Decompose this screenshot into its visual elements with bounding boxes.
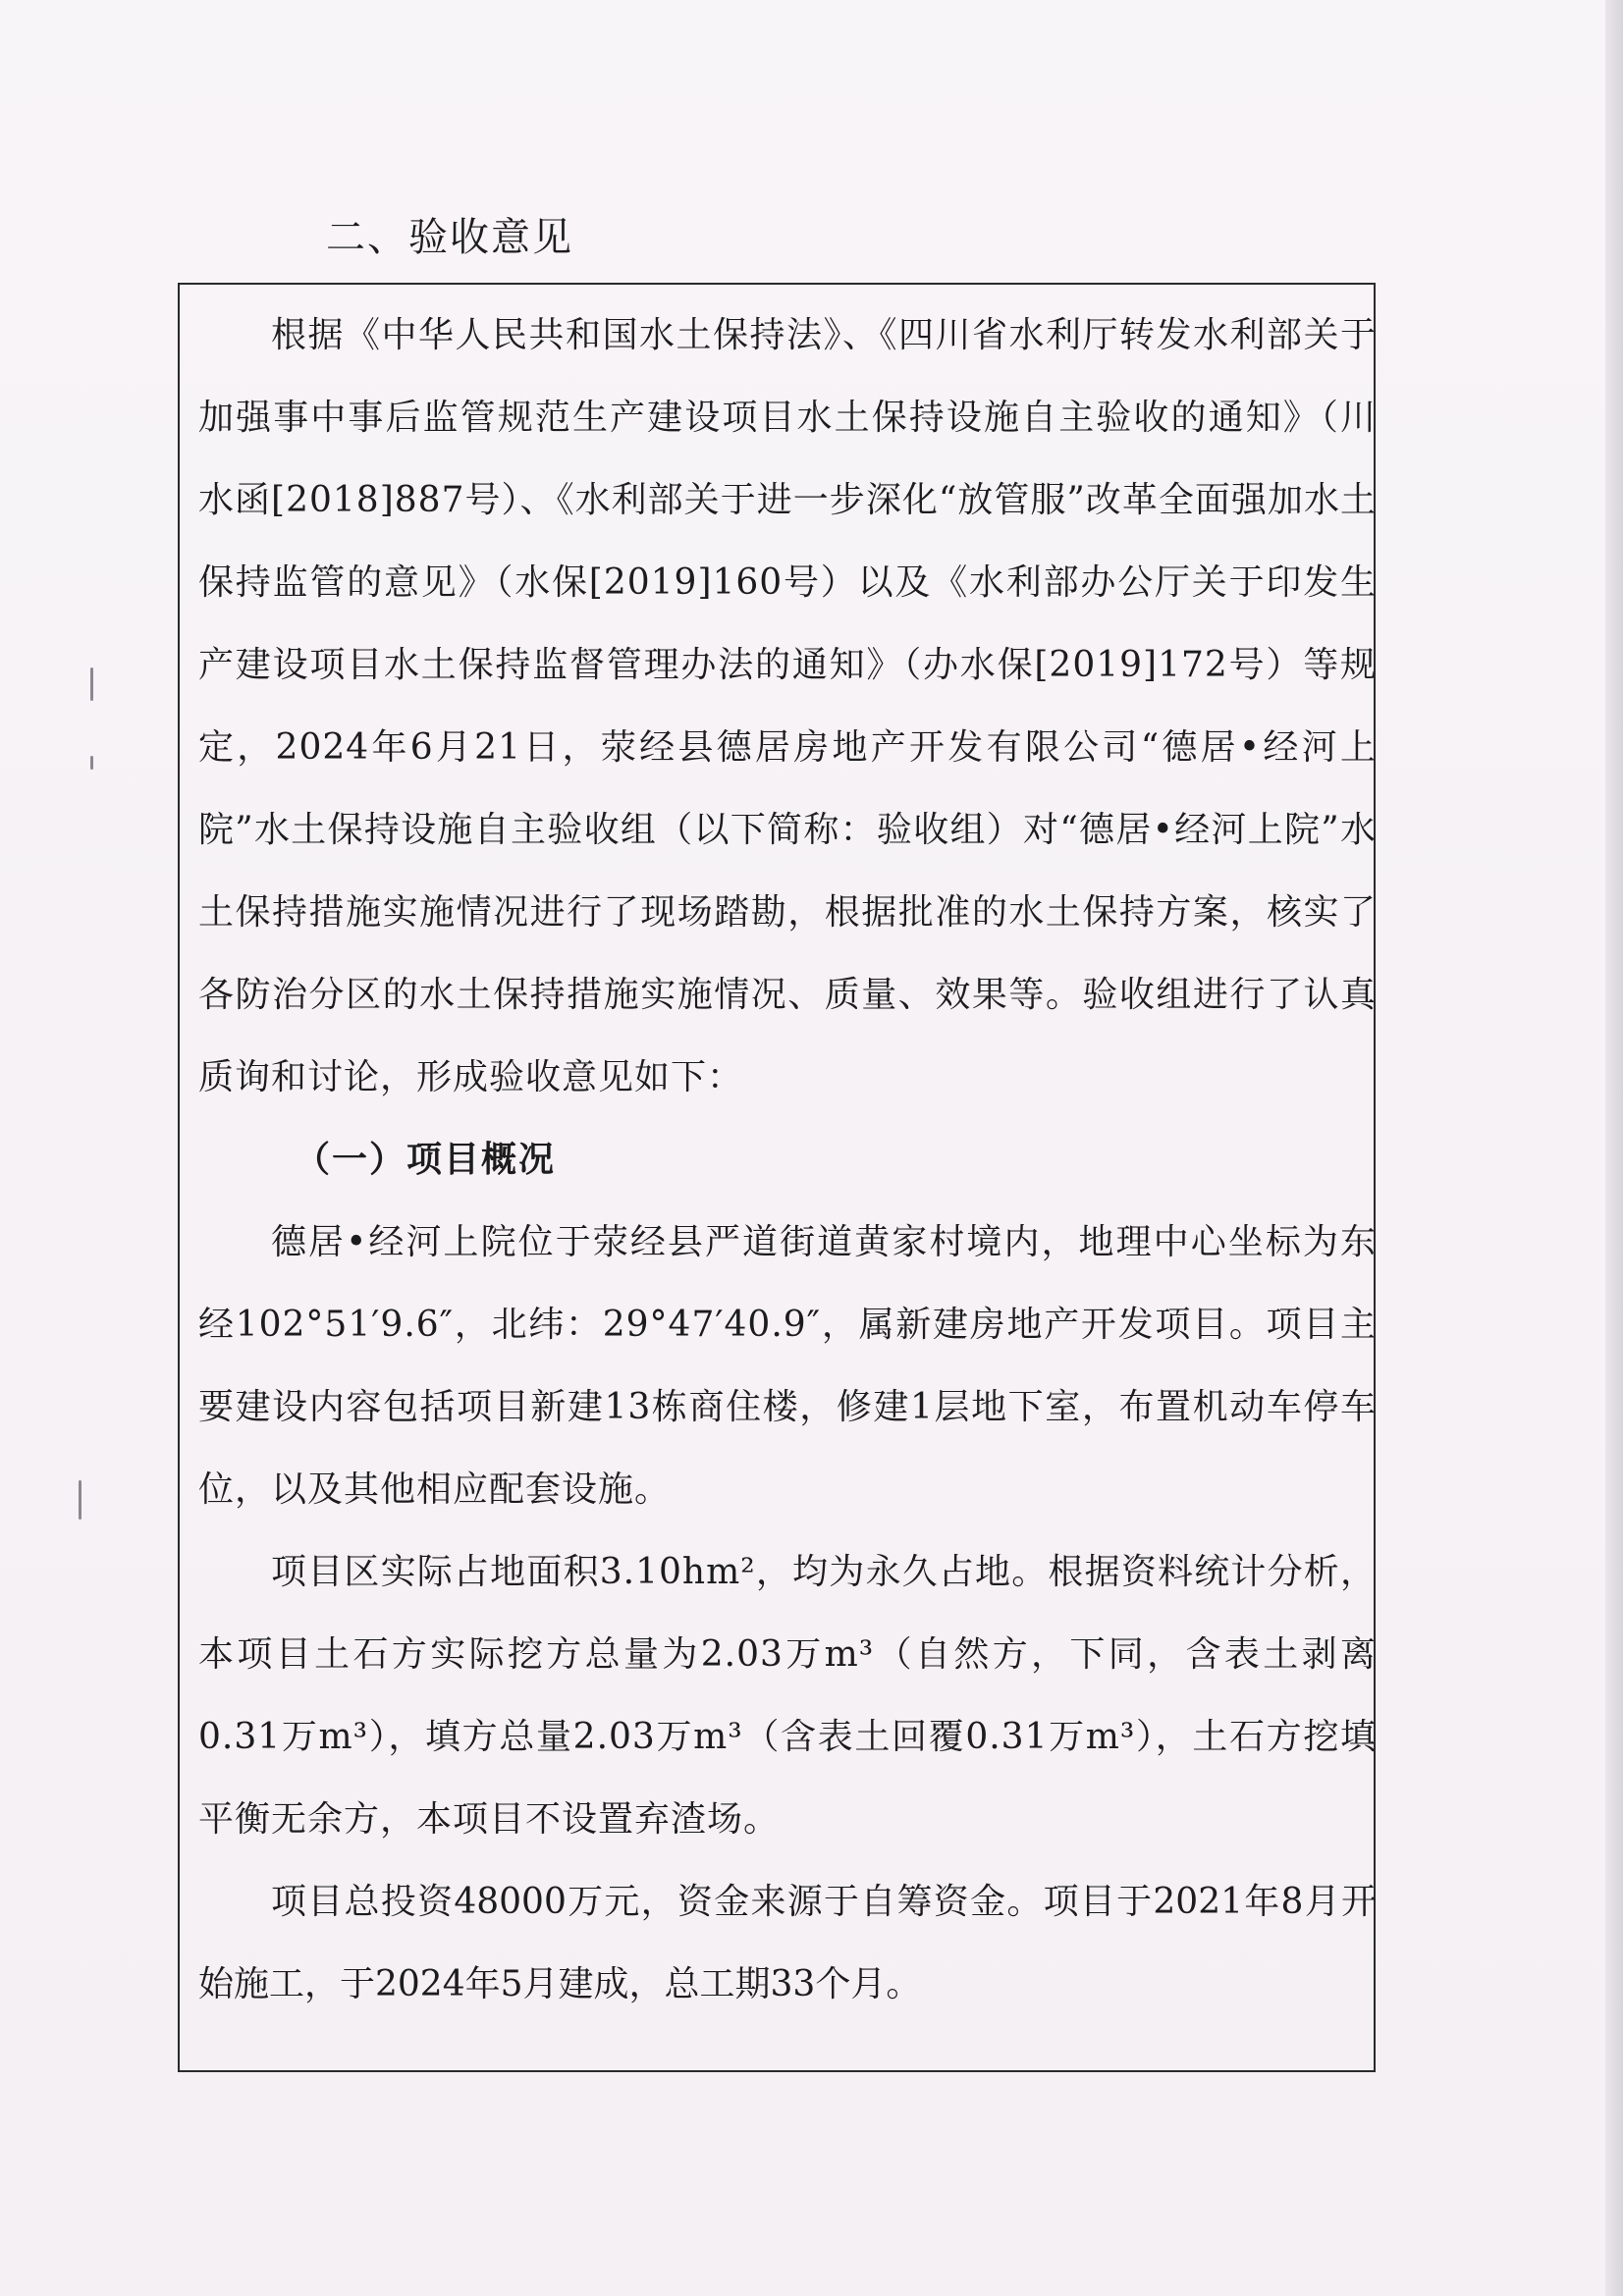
binding-mark-top	[90, 667, 93, 701]
opinion-content	[198, 294, 1377, 2026]
subheading-project-overview: （一）项目概况	[295, 1140, 557, 1180]
section-title: 二、验收意见	[326, 215, 573, 260]
overview-paragraph-investment: 项目总投资48000万元，资金来源于自筹资金。项目于2021年8月开始施工，于2024年5月建成，总工期33个月。	[198, 1882, 1377, 2004]
binding-mark-middle	[90, 756, 93, 770]
binding-mark-bottom	[79, 1480, 81, 1520]
overview-paragraph-location: 德居•经河上院位于荥经县严道街道黄家村境内，地理中心坐标为东经102°51′9.6″，北纬：29°47′40.9″，属新建房地产开发项目。项目主要建设内容包括项目新建13栋商住楼，修建1层地下室，布置机动车停车位，以及其他相应配套设施。	[198, 1222, 1377, 1510]
page-edge-shadow	[1605, 0, 1623, 2296]
intro-paragraph: 根据《中华人民共和国水土保持法》、《四川省水利厅转发水利部关于加强事中事后监管规范生产建设项目水土保持设施自主验收的通知》（川水函[2018]887号）、《水利部关于进一步深化“放管服”改革全面强加水土保持监管的意见》（水保[2019]160号）以及《水利部办公厅关于印发生产建设项目水土保持监督管理办法的通知》（办水保[2019]172号）等规定，2024年6月21日，荥经县德居房地产开发有限公司“德居•经河上院”水土保持设施自主验收组（以下简称：验收组）对“德居•经河上院”水土保持措施实施情况进行了现场踏勘，根据批准的水土保持方案，核实了各防治分区的水土保持措施实施情况、质量、效果等。验收组进行了认真质询和讨论，形成验收意见如下：	[198, 315, 1377, 1097]
overview-paragraph-earthwork: 项目区实际占地面积3.10hm²，均为永久占地。根据资料统计分析，本项目土石方实际挖方总量为2.03万m³（自然方，下同，含表土剥离0.31万m³），填方总量2.03万m³（含表土回覆0.31万m³），土石方挖填平衡无余方，本项目不设置弃渣场。	[198, 1552, 1377, 1840]
